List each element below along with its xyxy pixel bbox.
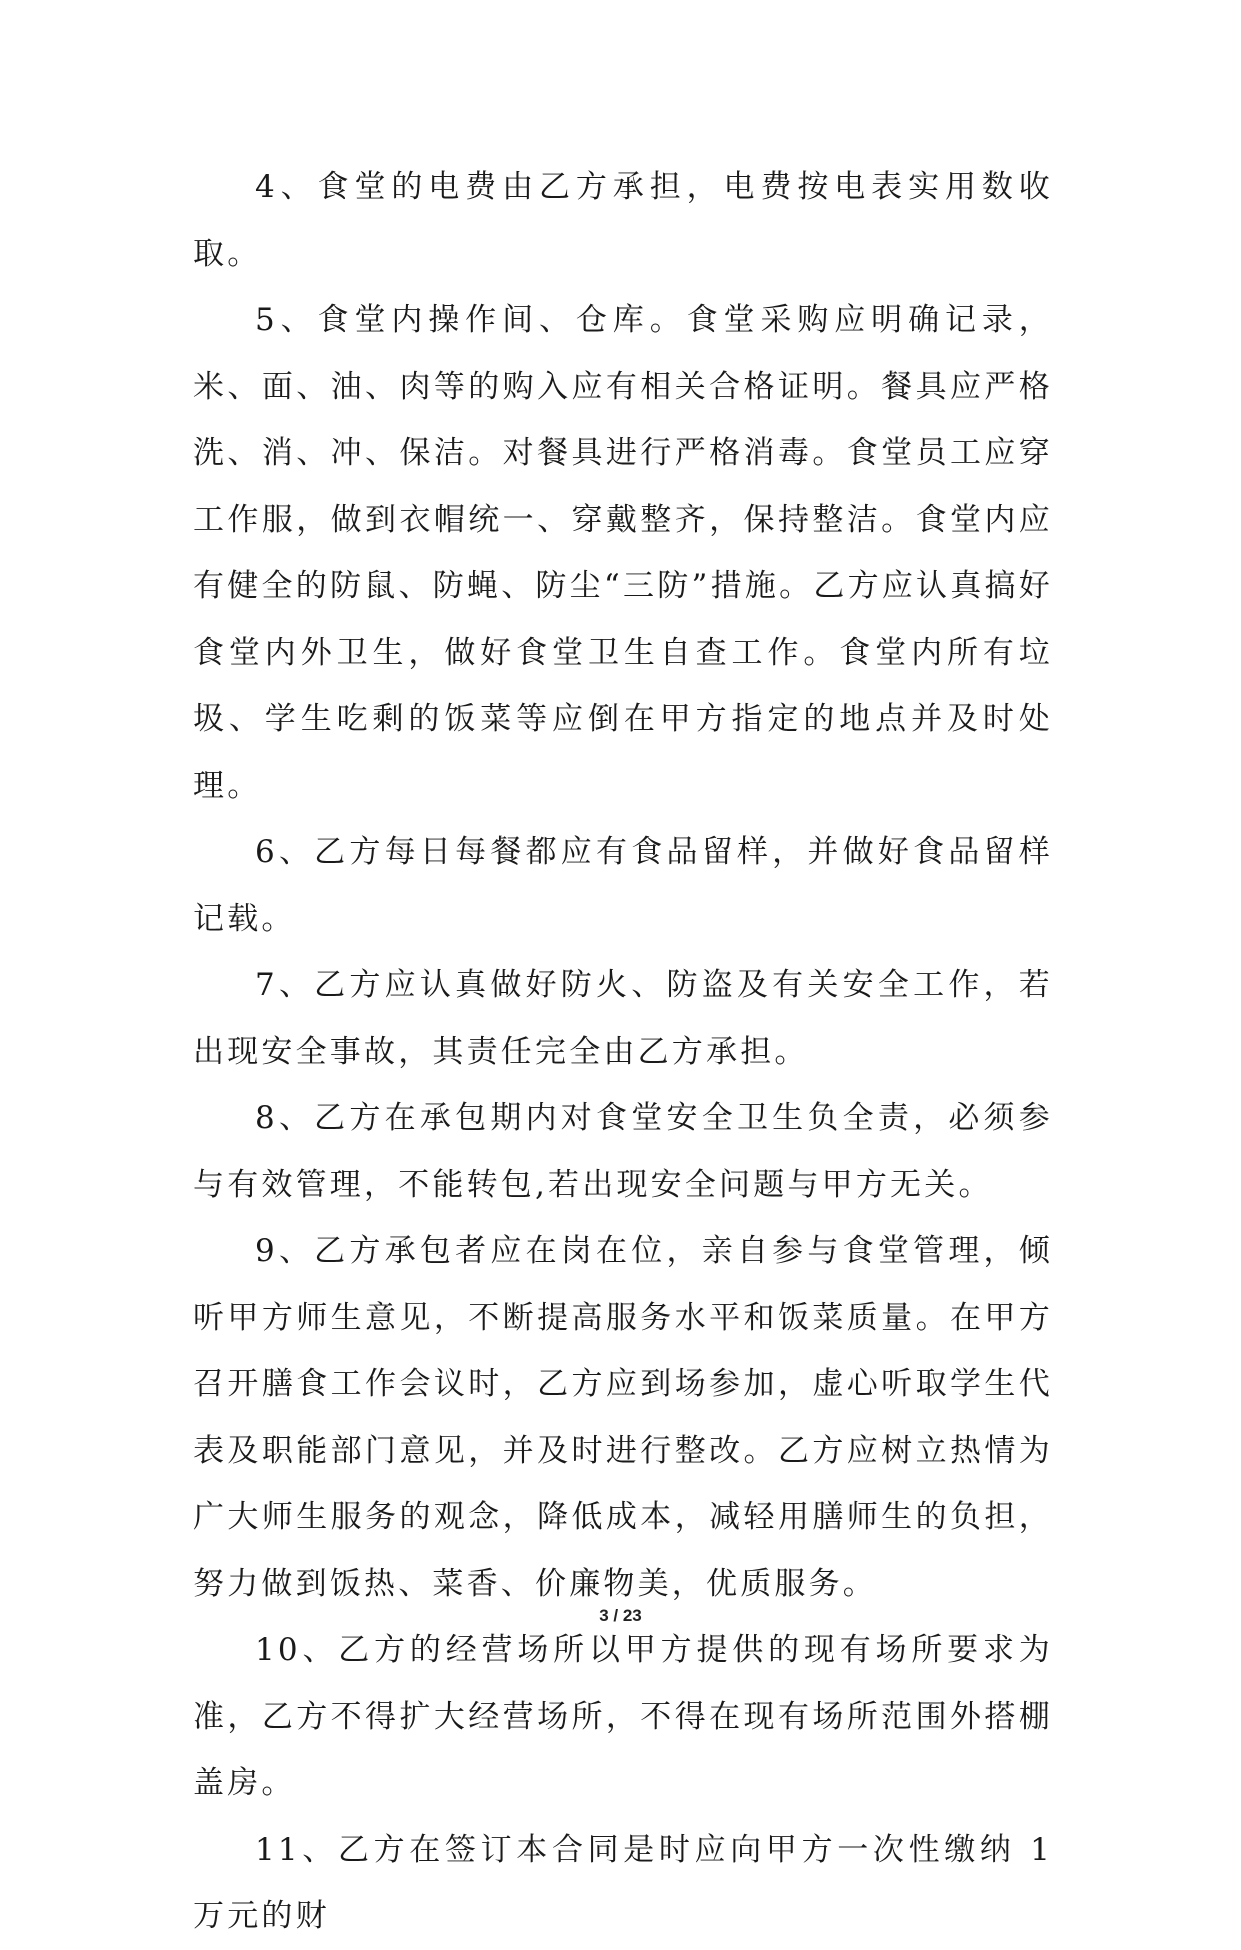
paragraph-clause-11: 11、乙方在签订本合同是时应向甲方一次性缴纳 1 万元的财 [193, 1831, 1053, 1934]
document-body [193, 154, 1053, 1950]
paragraph-clause-5: 5、食堂内操作间、仓库。食堂采购应明确记录，米、面、油、肉等的购入应有相关合格证明。餐具应严格洗、消、冲、保洁。对餐具进行严格消毒。食堂员工应穿工作服，做到衣帽统一、穿戴整齐，保持整洁。食堂内应有健全的防鼠、防蝇、防尘“三防”措施。乙方应认真搞好食堂内外卫生，做好食堂卫生自查工作。食堂内所有垃圾、学生吃剩的饭菜等应倒在甲方指定的地点并及时处理。 [193, 302, 1053, 804]
paragraph-clause-6: 6、乙方每日每餐都应有食品留样，并做好食品留样记载。 [193, 834, 1053, 937]
page-number: 3 / 23 [599, 1606, 642, 1625]
paragraph-clause-8: 8、乙方在承包期内对食堂安全卫生负全责，必须参与有效管理，不能转包,若出现安全问题与甲方无关。 [193, 1100, 1053, 1203]
paragraph-clause-7: 7、乙方应认真做好防火、防盗及有关安全工作，若出现安全事故，其责任完全由乙方承担。 [193, 967, 1053, 1070]
paragraph-clause-9: 9、乙方承包者应在岗在位，亲自参与食堂管理，倾听甲方师生意见，不断提高服务水平和饭菜质量。在甲方召开膳食工作会议时，乙方应到场参加，虚心听取学生代表及职能部门意见，并及时进行整改。乙方应树立热情为广大师生服务的观念，降低成本，减轻用膳师生的负担，努力做到饭热、菜香、价廉物美，优质服务。 [193, 1233, 1053, 1602]
paragraph-clause-10: 10、乙方的经营场所以甲方提供的现有场所要求为准，乙方不得扩大经营场所，不得在现有场所范围外搭棚盖房。 [193, 1632, 1053, 1801]
paragraph-clause-4: 4、食堂的电费由乙方承担，电费按电表实用数收取。 [193, 169, 1053, 272]
